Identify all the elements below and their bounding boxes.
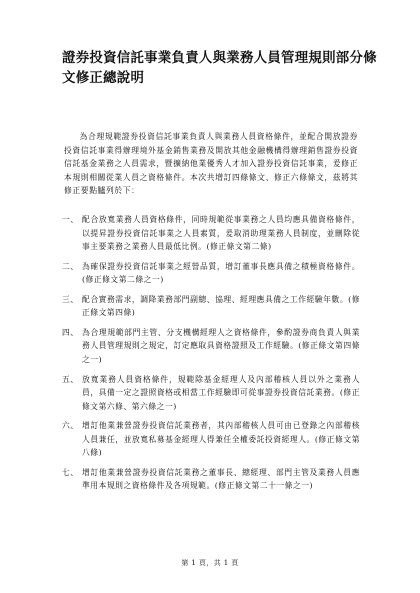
- page-footer: 第 1 頁，共 1 頁: [181, 559, 239, 567]
- item-number: 二、: [62, 261, 79, 271]
- amendment-list: [62, 213, 360, 499]
- item-number: 一、: [62, 215, 79, 224]
- list-item: [62, 326, 360, 367]
- item-text: 配合實務需求，調降業務部門副總、協理、經理應具備之工作經驗年數。(修正條文第四條): [82, 294, 360, 318]
- item-text: 增訂他業兼營證券投資信託業務之董事長、總經理、部門主管及業務人員應準用本規則之資格條件及各項規範。(修正條文第二十一條之一): [82, 467, 360, 491]
- item-text: 為確保證券投資信託事業之經營品質，增訂董事長應具備之積極資格條件。(修正條文第二條之一): [82, 261, 360, 285]
- list-item: [62, 466, 360, 493]
- item-number: 六、: [62, 421, 79, 431]
- item-text: 為合理規範部門主管、分支機構經理人之資格條件，參酌證券商負責人與業務人員管理規則之規定，訂定應取具資格證照及工作經驗。(修正條文第四條之一): [82, 327, 360, 365]
- item-number: 七、: [62, 467, 79, 477]
- item-number: 三、: [62, 294, 79, 304]
- document-title: 證券投資信託事業負責人與業務人員管理規則部分條文修正總說明: [62, 50, 377, 86]
- list-item: [62, 373, 360, 414]
- item-number: 五、: [62, 374, 79, 384]
- item-text: 放寬業務人員資格條件，規範除基金經理人及內部稽核人員以外之業務人員，具備一定之證照資格或相當工作經驗即可從事證券投資信託業務。(修正條文第六條、第六條之一): [82, 374, 360, 411]
- item-number: 四、: [62, 327, 79, 337]
- list-item: [62, 260, 360, 287]
- item-text: 增訂他業兼營證券投資信託業務者，其內部稽核人員可由已登錄之內部稽核人員兼任，並放寬私募基金經理人得兼任全權委託投資經理人。(修正條文第八條): [82, 421, 360, 458]
- list-item: [62, 293, 360, 320]
- list-item: [62, 213, 360, 254]
- item-text: 配合放寬業務人員資格條件，同時規範從事業務之人員均應具備資格條件，以提昇證券投資信託事業之人員素質，爰取消助理業務人員制度，並刪除從事主要業務之業務人員最低比例。(修正條文第二條): [82, 215, 360, 252]
- intro-paragraph: 為合理規範證券投資信託事業負責人與業務人員資格條件，並配合開放證券投資信託事業得辦理境外基金銷售業務及開放其他金融機構得辦理銷售證券投資信託基金業務之人員需求，暨擴納他業優秀人才加入證券投資信託事業，爰修正本規則相關從業人員之資格條件。本次共增訂四條條文、修正六條條文，茲將其修正要點臚列於下：: [64, 132, 358, 196]
- list-item: [62, 419, 360, 460]
